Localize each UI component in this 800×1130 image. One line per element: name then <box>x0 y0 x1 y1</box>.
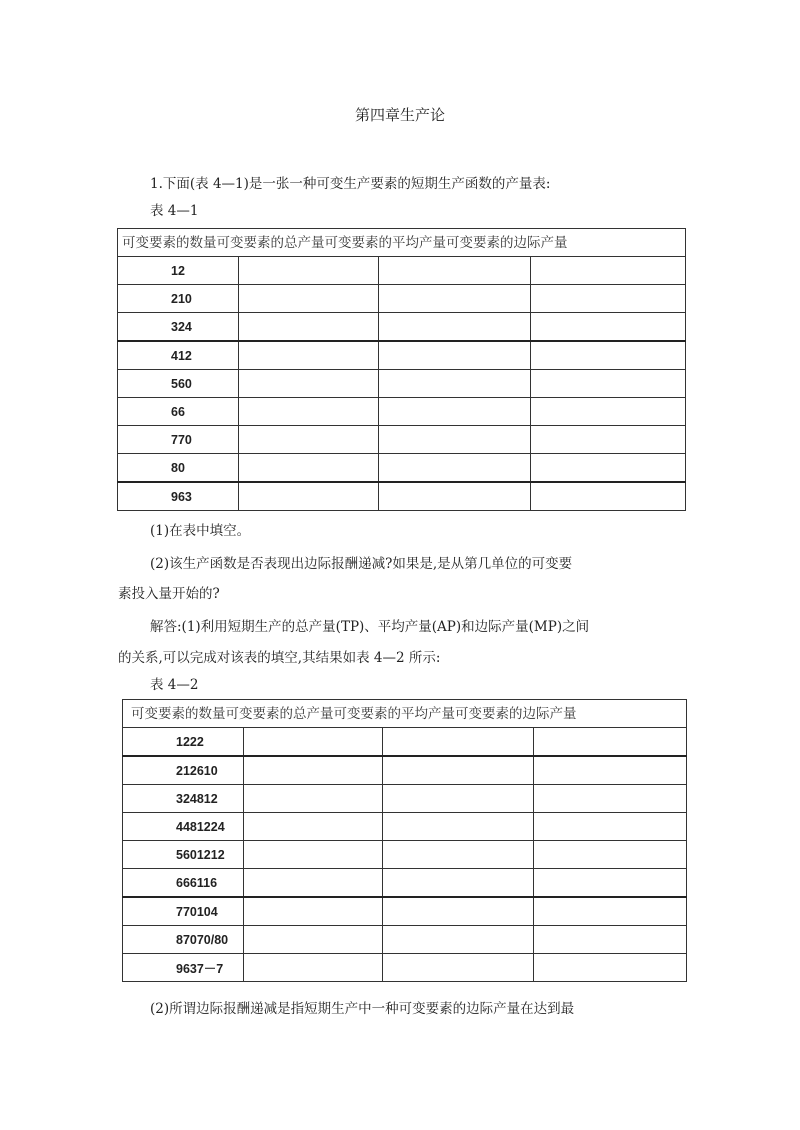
table-cell: 80 <box>118 454 239 483</box>
table-cell <box>531 398 686 426</box>
sub-answer-2: (2)所谓边际报酬递减是指短期生产中一种可变要素的边际产量在达到最 <box>150 1001 575 1017</box>
table-cell <box>239 313 379 342</box>
sub-question-1: (1)在表中填空。 <box>150 523 251 539</box>
table-cell <box>239 285 379 313</box>
table-cell: 5601212 <box>123 841 244 869</box>
table-cell: 324812 <box>123 785 244 813</box>
table-cell <box>379 398 531 426</box>
table-cell: 66 <box>118 398 239 426</box>
table-cell: 963 <box>118 482 239 511</box>
table-cell <box>383 785 534 813</box>
table-row <box>118 454 686 483</box>
table-cell: 87070/80 <box>123 926 244 954</box>
table-cell <box>244 841 383 869</box>
table-cell <box>383 813 534 841</box>
table-cell: 770104 <box>123 897 244 926</box>
table-cell <box>239 482 379 511</box>
question-1-text: 1.下面(表 4—1)是一张一种可变生产要素的短期生产函数的产量表: <box>150 176 551 192</box>
table-cell <box>244 785 383 813</box>
table-cell <box>534 841 687 869</box>
table-row <box>123 897 687 926</box>
table-cell <box>383 756 534 785</box>
table-header-row <box>118 229 686 257</box>
table-cell <box>383 897 534 926</box>
table-row <box>118 482 686 511</box>
table-cell <box>239 398 379 426</box>
table-row <box>123 869 687 898</box>
table-cell: 210 <box>118 285 239 313</box>
table-cell <box>383 728 534 757</box>
table-1-header-text: 可变要素的数量可变要素的总产量可变要素的平均产量可变要素的边际产量 <box>122 235 568 251</box>
table-cell <box>379 257 531 285</box>
table-cell <box>379 370 531 398</box>
table-cell <box>379 454 531 483</box>
table-cell <box>531 454 686 483</box>
table-cell: 412 <box>118 341 239 370</box>
table-cell: 324 <box>118 313 239 342</box>
table-cell <box>531 482 686 511</box>
table-cell <box>379 313 531 342</box>
table-2 <box>122 699 687 982</box>
table-cell <box>534 954 687 982</box>
table-cell <box>379 285 531 313</box>
table-cell <box>244 926 383 954</box>
sub-question-2-line-2: 素投入量开始的? <box>118 586 220 602</box>
table-cell <box>383 926 534 954</box>
table-row <box>118 285 686 313</box>
table-cell: 12 <box>118 257 239 285</box>
table-row <box>118 313 686 342</box>
table-cell <box>534 926 687 954</box>
table-row <box>123 954 687 982</box>
table-cell <box>531 370 686 398</box>
table-cell <box>534 728 687 757</box>
table-cell <box>531 426 686 454</box>
table-cell <box>534 785 687 813</box>
table-cell <box>531 341 686 370</box>
table-row <box>123 926 687 954</box>
table-header-cell <box>118 229 568 257</box>
table-header-cell <box>123 700 577 728</box>
table-row <box>123 728 687 757</box>
table-cell: 212610 <box>123 756 244 785</box>
table-row <box>118 370 686 398</box>
table-row <box>118 426 686 454</box>
table-cell <box>383 954 534 982</box>
table-cell <box>239 370 379 398</box>
table-2-caption: 表 4—2 <box>150 677 199 693</box>
table-cell: 1222 <box>123 728 244 757</box>
table-row <box>118 257 686 285</box>
table-cell <box>379 341 531 370</box>
table-cell: 560 <box>118 370 239 398</box>
table-cell <box>531 313 686 342</box>
table-cell <box>244 869 383 898</box>
table-cell <box>244 756 383 785</box>
page-title: 第四章生产论 <box>354 106 445 124</box>
table-cell <box>531 257 686 285</box>
table-cell <box>383 841 534 869</box>
table-1 <box>117 228 686 511</box>
table-cell <box>244 954 383 982</box>
table-cell <box>239 257 379 285</box>
table-cell <box>239 454 379 483</box>
table-2-header-text: 可变要素的数量可变要素的总产量可变要素的平均产量可变要素的边际产量 <box>131 706 577 722</box>
table-cell <box>534 869 687 898</box>
table-cell <box>239 426 379 454</box>
table-row <box>118 398 686 426</box>
table-cell: 9637－7 <box>123 954 244 982</box>
table-cell <box>239 341 379 370</box>
table-header-row <box>123 700 687 728</box>
table-cell <box>244 897 383 926</box>
answer-line-2: 的关系,可以完成对该表的填空,其结果如表 4—2 所示: <box>118 650 441 666</box>
table-cell: 770 <box>118 426 239 454</box>
table-1-caption: 表 4—1 <box>150 203 199 219</box>
table-cell <box>244 728 383 757</box>
sub-question-2-line-1: (2)该生产函数是否表现出边际报酬递减?如果是,是从第几单位的可变要 <box>150 556 573 572</box>
table-row <box>118 341 686 370</box>
table-cell <box>534 813 687 841</box>
table-cell <box>531 285 686 313</box>
table-row <box>123 785 687 813</box>
table-cell <box>244 813 383 841</box>
table-cell: 666116 <box>123 869 244 898</box>
table-cell <box>379 426 531 454</box>
table-cell <box>534 897 687 926</box>
table-cell: 4481224 <box>123 813 244 841</box>
table-cell <box>534 756 687 785</box>
table-row <box>123 813 687 841</box>
table-row <box>123 756 687 785</box>
table-row <box>123 841 687 869</box>
answer-line-1: 解答:(1)利用短期生产的总产量(TP)、平均产量(AP)和边际产量(MP)之间 <box>150 619 590 635</box>
table-cell <box>379 482 531 511</box>
table-cell <box>383 869 534 898</box>
